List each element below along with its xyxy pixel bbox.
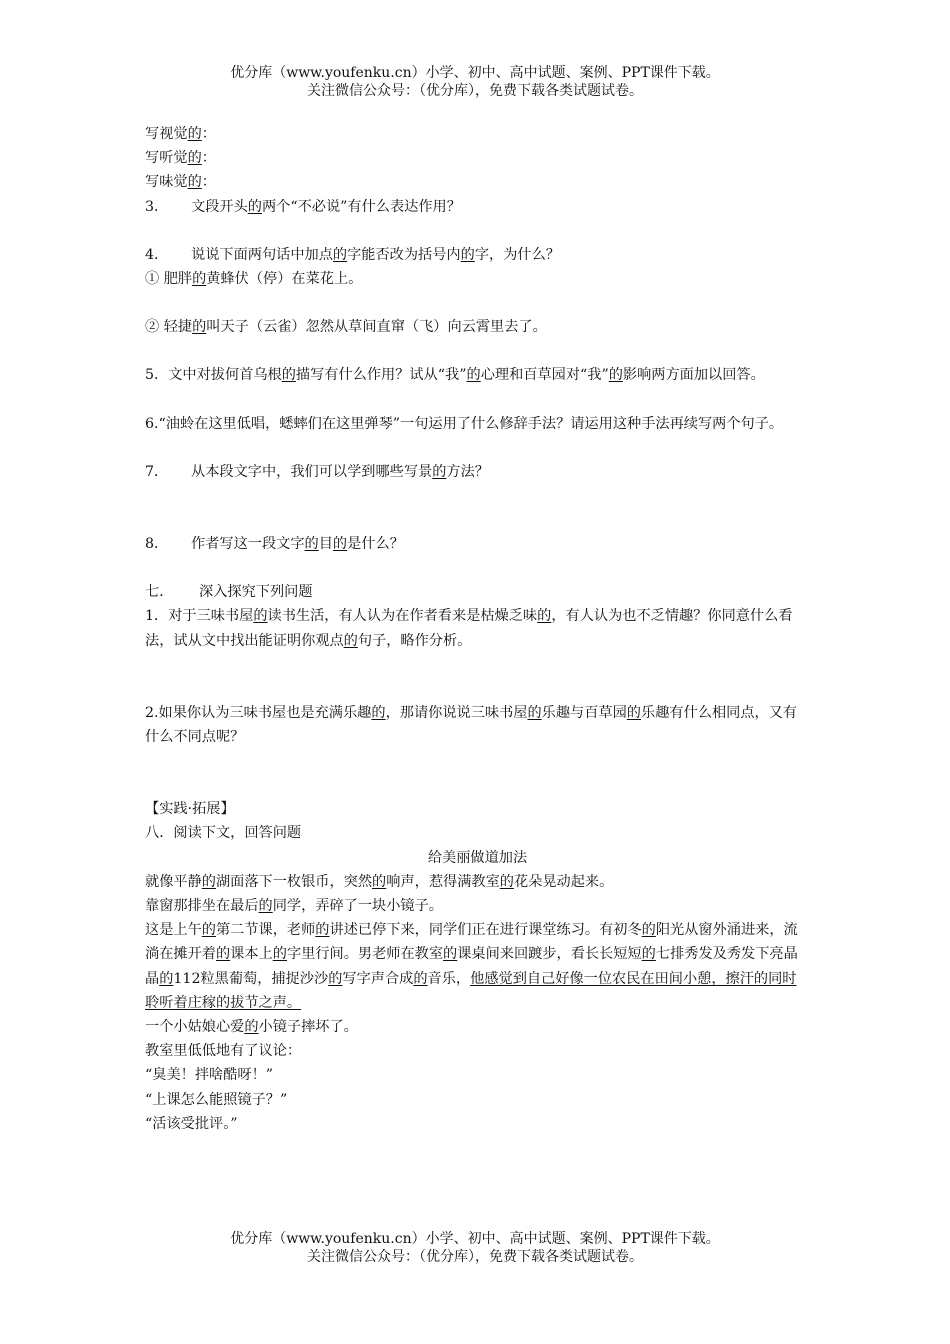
question-3: 3． 文段开头的两个“不必说”有什么表达作用？ — [145, 198, 461, 215]
page-footer — [0, 1230, 950, 1266]
question-4: 4． 说说下面两句话中加点的字能否改为括号内的字，为什么？ — [145, 246, 560, 263]
header-line-1: 优分库（www.youfenku.cn）小学、初中、高中试题、案例、PPT课件下载。 — [230, 65, 720, 81]
sentence-2: ② 轻捷的叫天子（云雀）忽然从草间直窜（飞）向云霄里去了。 — [145, 319, 547, 336]
sentence-1: ① 肥胖的黄蜂伏（停）在菜花上。 — [145, 271, 363, 288]
line-visual: 写视觉的： — [145, 126, 216, 142]
document-body — [145, 122, 810, 1136]
footer-line-1: 优分库（www.youfenku.cn）小学、初中、高中试题、案例、PPT课件下载。 — [230, 1231, 720, 1247]
explore-question-1: 1．对于三味书屋的读书生活，有人认为在作者看来是枯燥乏味的，有人认为也不乏情趣？你同意什么看法，试从文中找出能证明你观点的句子，略作分析。 — [145, 608, 793, 649]
section-8-heading: 八．阅读下文，回答问题 — [145, 825, 302, 842]
reading-quote-2: “上课怎么能照镜子？” — [145, 1091, 288, 1108]
question-8: 8． 作者写这一段文字的目的是什么？ — [145, 536, 404, 553]
reading-para-2: 靠窗那排坐在最后的同学，弄碎了一块小镜子。 — [145, 898, 443, 915]
line-taste: 写味觉的： — [145, 174, 216, 191]
question-5: 5．文中对拔何首乌根的描写有什么作用？试从“我”的心理和百草园对“我”的影响两方面加以回答。 — [145, 367, 765, 384]
reading-para-3: 这是上午的第二节课，老师的讲述已停下来，同学们正在进行课堂练习。有初冬的阳光从窗外涌进来，流淌在摊开着的课本上的字里行间。男老师在教室的课桌间来回踱步，看长长短短的七排秀发及秀发下亮晶晶的112粒黑葡萄，捕捉沙沙的写字声合成的音乐，他感觉到自己好像一位农民在田间小憩，擦汗的同时聆听着庄稼的拔节之声。 — [145, 922, 798, 1011]
reading-para-1: 就像平静的湖面落下一枚银币，突然的响声，惹得满教室的花朵晃动起来。 — [145, 873, 614, 890]
question-6: 6.“油蛉在这里低唱，蟋蟀们在这里弹琴”一句运用了什么修辞手法？请运用这种手法再续写两个句子。 — [145, 415, 784, 432]
section-7-heading: 七． 深入探究下列问题 — [145, 584, 313, 601]
line-hearing: 写听觉的： — [145, 150, 216, 167]
underlined-sentence: 他感觉到自己好像一位农民在田间小憩，擦汗的同时聆听着庄稼的拔节之声。 — [145, 970, 797, 1011]
question-7: 7． 从本段文字中，我们可以学到哪些写景的方法？ — [145, 463, 489, 480]
explore-question-2: 2.如果你认为三味书屋也是充满乐趣的，那请你说说三味书屋的乐趣与百草园的乐趣有什么相同点，又有什么不同点呢？ — [145, 704, 798, 746]
reading-para-5: 教室里低低地有了议论： — [145, 1043, 302, 1060]
reading-title: 给美丽做道加法 — [427, 849, 528, 866]
footer-line-2: 关注微信公众号：（优分库），免费下载各类试题试卷。 — [307, 1249, 643, 1265]
practice-heading: 【实践·拓展】 — [145, 801, 235, 818]
reading-quote-3: “活该受批评。” — [145, 1115, 238, 1132]
reading-quote-1: “臭美！拌啥酷呀！” — [145, 1067, 274, 1084]
header-line-2: 关注微信公众号：（优分库），免费下载各类试题试卷。 — [307, 83, 643, 99]
reading-para-4: 一个小姑娘心爱的小镜子摔坏了。 — [145, 1019, 358, 1036]
page-header — [0, 64, 950, 100]
